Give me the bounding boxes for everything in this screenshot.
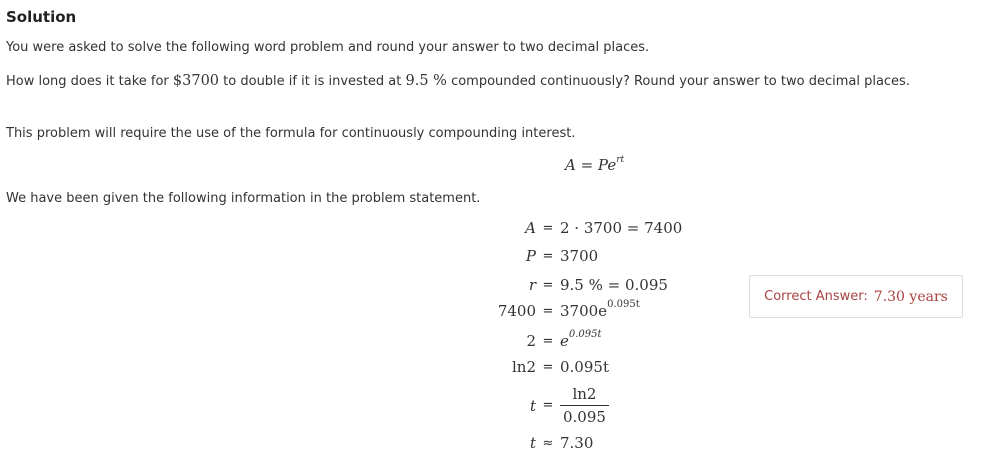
step-equals: = bbox=[542, 248, 554, 264]
step-equals: = bbox=[542, 398, 554, 413]
question-rate: 9.5 % bbox=[405, 73, 447, 89]
step-row bbox=[0, 219, 682, 237]
step-equals: = bbox=[542, 220, 554, 236]
question-part-1: How long does it take for bbox=[6, 74, 173, 89]
step-equals: = bbox=[542, 359, 554, 375]
step-rhs-exponent: 0.095t bbox=[568, 329, 602, 340]
step-lhs: 2 bbox=[526, 332, 536, 350]
correct-answer-box bbox=[749, 275, 963, 318]
step-rhs: 0.095t bbox=[560, 358, 609, 376]
step-row bbox=[0, 329, 602, 350]
solution-heading: Solution bbox=[6, 8, 77, 26]
step-lhs: t bbox=[529, 396, 536, 415]
step-row bbox=[0, 434, 593, 452]
correct-answer-value: 7.30 years bbox=[873, 288, 948, 305]
step-rhs: 7.30 bbox=[560, 434, 594, 452]
step-row bbox=[0, 385, 609, 426]
correct-answer-label: Correct Answer: bbox=[764, 289, 868, 304]
step-lhs: A bbox=[525, 219, 536, 237]
step-row bbox=[0, 299, 640, 320]
step-equals: = bbox=[542, 333, 554, 349]
step-rhs bbox=[560, 299, 640, 320]
step-approx: ≈ bbox=[542, 435, 554, 451]
given-intro-text: We have been given the following information in the problem statement. bbox=[6, 191, 481, 206]
formula-base: A = Pe bbox=[565, 156, 617, 174]
step-row bbox=[0, 247, 598, 265]
question-text bbox=[6, 73, 910, 89]
step-rhs: 9.5 % = 0.095 bbox=[560, 276, 668, 294]
step-lhs: 7400 bbox=[497, 302, 536, 320]
step-row bbox=[0, 276, 668, 294]
step-lhs: r bbox=[528, 276, 536, 294]
formula-exponent: rt bbox=[616, 155, 625, 165]
compound-interest-formula bbox=[565, 156, 624, 174]
step-rhs-base: 3700e bbox=[560, 302, 608, 320]
step-lhs: P bbox=[525, 247, 536, 265]
step-fraction bbox=[560, 385, 609, 426]
step-lhs: t bbox=[529, 434, 536, 452]
intro-text: You were asked to solve the following word problem and round your answer to two decimal places. bbox=[6, 40, 650, 55]
question-part-3: compounded continuously? Round your answer to two decimal places. bbox=[446, 74, 910, 89]
step-lhs: ln2 bbox=[511, 358, 536, 376]
formula-intro-text: This problem will require the use of the formula for continuously compounding interest. bbox=[6, 126, 576, 141]
step-rhs-base: e bbox=[560, 332, 569, 350]
step-equals: = bbox=[542, 277, 554, 293]
step-equals: = bbox=[542, 303, 554, 319]
step-rhs-exponent: 0.095t bbox=[607, 299, 640, 310]
question-amount: $3700 bbox=[172, 73, 220, 89]
question-part-2: to double if it is invested at bbox=[219, 74, 406, 89]
fraction-denominator: 0.095 bbox=[560, 405, 609, 426]
step-rhs: 2 · 3700 = 7400 bbox=[560, 219, 683, 237]
fraction-numerator: ln2 bbox=[572, 385, 597, 403]
step-rhs bbox=[560, 329, 602, 350]
step-row bbox=[0, 358, 609, 376]
step-rhs: 3700 bbox=[560, 247, 599, 265]
